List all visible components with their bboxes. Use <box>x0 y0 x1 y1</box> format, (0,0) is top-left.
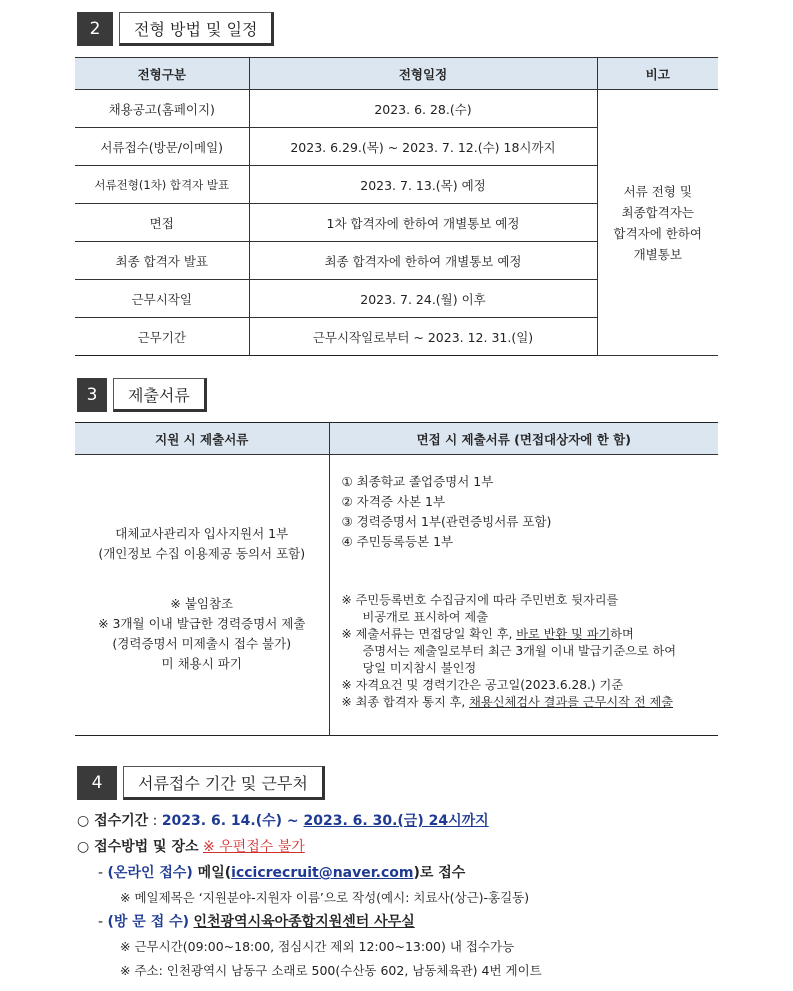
documents-table <box>75 422 718 736</box>
header-note: 비고 <box>597 58 718 90</box>
visit-line <box>98 911 415 931</box>
schedule-table <box>75 57 718 356</box>
table-row <box>75 90 718 128</box>
note-underlined: 바로 반환 및 파기 <box>516 627 611 641</box>
period-start: 2023. 6. 14.(수) ~ <box>161 813 304 829</box>
method-label: ○ 접수방법 및 장소 <box>77 839 199 855</box>
row-schedule: 2023. 6. 28.(수) <box>249 90 597 128</box>
section-3-title: 제출서류 <box>113 378 207 412</box>
row-schedule: 2023. 7. 13.(목) 예정 <box>249 166 597 204</box>
row-schedule: 근무시작일로부터 ~ 2023. 12. 31.(일) <box>249 318 597 356</box>
header-schedule: 전형일정 <box>249 58 597 90</box>
apply-docs-cell <box>75 455 329 736</box>
header-interview-docs: 면접 시 제출서류 (면접대상자에 한 함) <box>329 423 718 455</box>
section-2-number: 2 <box>77 12 113 46</box>
apply-note-line: 미 채용시 파기 <box>161 656 242 671</box>
section-3-number: 3 <box>77 378 107 412</box>
online-line <box>98 862 465 882</box>
online-note: ※ 메일제목은 ‘지원분야-지원자 이름’으로 작성(예시: 치료사(상근)-홍길동) <box>120 890 530 905</box>
row-label: 최종 합격자 발표 <box>75 242 249 280</box>
interview-doc-item: ④ 주민등록등본 1부 <box>341 534 454 549</box>
note-line: 당일 미지참시 불인정 <box>362 661 477 675</box>
row-label: 근무시작일 <box>75 280 249 318</box>
interview-doc-item: ③ 경력증명서 1부(관련증빙서류 포함) <box>341 514 552 529</box>
online-tail: )로 접수 <box>413 865 466 881</box>
row-label: 서류전형(1차) 합격자 발표 <box>75 166 249 204</box>
method-warning: ※ 우편접수 불가 <box>202 839 305 855</box>
note-underlined: 채용신체검사 결과를 근무시작 전 제출 <box>469 695 674 709</box>
row-label: 서류접수(방문/이메일) <box>75 128 249 166</box>
period-end: 2023. 6. 30.(금) 24시까지 <box>303 813 489 829</box>
section-4-number: 4 <box>77 766 117 800</box>
row-schedule: 2023. 7. 24.(월) 이후 <box>249 280 597 318</box>
section-4-title: 서류접수 기간 및 근무처 <box>123 766 325 800</box>
note-text: 하며 <box>610 627 634 641</box>
note-line: 서류 전형 및 <box>623 183 692 199</box>
row-schedule: 1차 합격자에 한하여 개별통보 예정 <box>249 204 597 242</box>
header-apply-docs: 지원 시 제출서류 <box>75 423 329 455</box>
note-line: 최종합격자는 <box>621 204 694 220</box>
schedule-table-header <box>75 58 718 90</box>
note-text: ※ 최종 합격자 통지 후, <box>341 695 470 709</box>
apply-note-line: ※ 3개월 이내 발급한 경력증명서 제출 <box>98 616 306 631</box>
visit-note-hours: ※ 근무시간(09:00~18:00, 점심시간 제외 12:00~13:00) 내 접수가능 <box>120 939 515 954</box>
note-line: ※ 주민등록번호 수집금지에 따라 주민번호 뒷자리를 <box>341 593 619 607</box>
apply-note-line: (경력증명서 미제출시 접수 불가) <box>112 636 292 651</box>
row-schedule: 2023. 6.29.(목) ~ 2023. 7. 12.(수) 18시까지 <box>249 128 597 166</box>
apply-note-line: ※ 붙임참조 <box>170 596 234 611</box>
visit-place: 인천광역시육아종합지원센터 사무실 <box>193 914 415 930</box>
note-line: ※ 자격요건 및 경력기간은 공고일(2023.6.28.) 기준 <box>341 678 624 692</box>
note-line: 합격자에 한하여 <box>613 225 702 241</box>
method-line <box>77 836 305 856</box>
apply-doc-line: 대체교사관리자 입사지원서 1부 <box>115 526 289 541</box>
interview-doc-item: ② 자격증 사본 1부 <box>341 494 446 509</box>
period-line <box>77 810 489 830</box>
interview-docs-cell <box>329 455 718 736</box>
apply-doc-line: (개인정보 수집 이용제공 동의서 포함) <box>98 546 306 561</box>
row-label: 면접 <box>75 204 249 242</box>
note-line: 증명서는 제출일로부터 최근 3개월 이내 발급기준으로 하여 <box>362 644 677 658</box>
visit-dash: - <box>98 914 108 930</box>
table-row <box>75 455 718 736</box>
period-sep: : <box>148 813 162 829</box>
section-4-header <box>77 766 325 800</box>
period-label: ○ 접수기간 <box>77 813 149 829</box>
documents-table-header <box>75 423 718 455</box>
section-2-header <box>77 12 274 46</box>
visit-note-address: ※ 주소: 인천광역시 남동구 소래로 500(수산동 602, 남동체육관) 4번 게이트 <box>120 963 542 978</box>
header-category: 전형구분 <box>75 58 249 90</box>
online-label: (온라인 접수) <box>107 865 193 881</box>
online-dash: - <box>98 865 108 881</box>
note-line: 비공개로 표시하여 제출 <box>362 610 488 624</box>
row-label: 채용공고(홈페이지) <box>75 90 249 128</box>
online-mail-text: 메일( <box>192 865 232 881</box>
row-schedule: 최종 합격자에 한하여 개별통보 예정 <box>249 242 597 280</box>
interview-doc-item: ① 최종학교 졸업증명서 1부 <box>341 474 494 489</box>
note-text: ※ 제출서류는 면접당일 확인 후, <box>341 627 517 641</box>
section-3-header <box>77 378 207 412</box>
note-cell <box>597 90 718 356</box>
online-email-link[interactable]: iccicrecruit@naver.com <box>231 865 414 881</box>
section-2-title: 전형 방법 및 일정 <box>119 12 274 46</box>
visit-label: (방 문 접 수) <box>107 914 190 930</box>
row-label: 근무기간 <box>75 318 249 356</box>
note-line: 개별통보 <box>633 246 682 262</box>
